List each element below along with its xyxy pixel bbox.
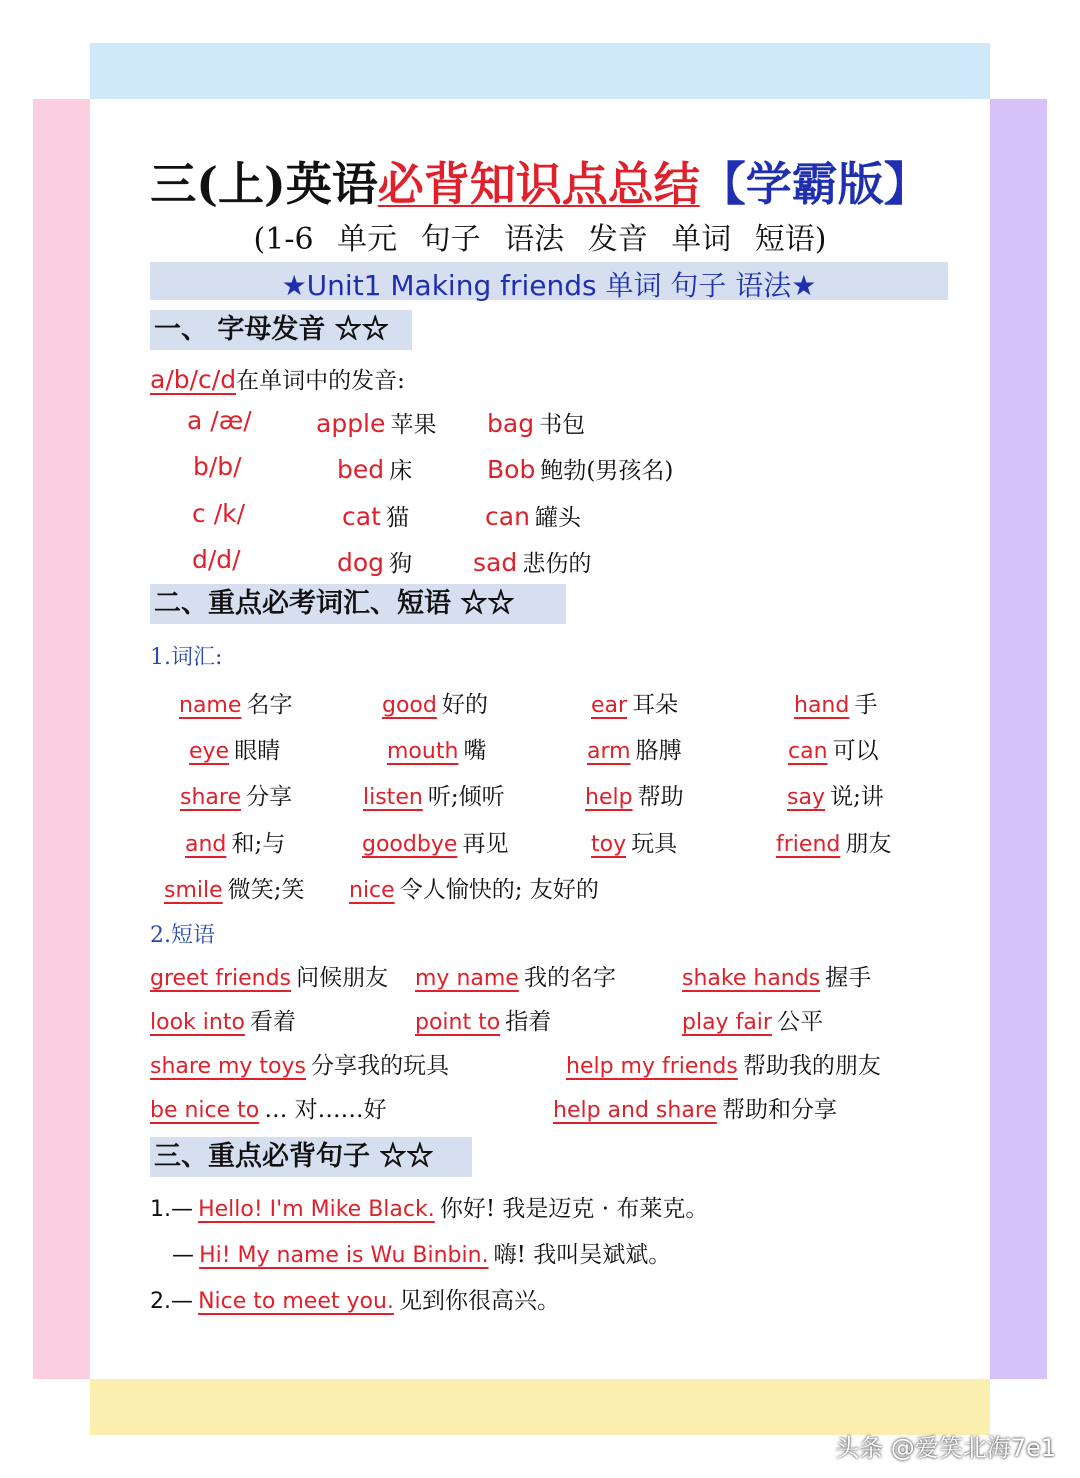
letter-sound: d/d/ xyxy=(192,545,241,574)
vocab-item: name 名字 xyxy=(179,692,293,718)
phrase-item: shake hands 握手 xyxy=(682,965,872,991)
phrase-item: point to 指着 xyxy=(415,1009,552,1035)
letter-sound: b/b/ xyxy=(193,452,242,481)
title-part-3: 【学霸版】 xyxy=(699,157,930,211)
vocab-item: ear 耳朵 xyxy=(591,692,679,718)
letter-sound: a /æ/ xyxy=(187,406,252,435)
bottom-color-band xyxy=(90,1379,990,1435)
example-word: bed 床 xyxy=(337,455,413,484)
phrase-item: help my friends 帮助我的朋友 xyxy=(566,1053,881,1079)
top-color-band xyxy=(90,43,990,99)
phrase-label: 2.短语 xyxy=(150,923,215,948)
letter-sound: c /k/ xyxy=(192,499,246,528)
vocab-item: friend 朋友 xyxy=(776,831,892,857)
example-word: can 罐头 xyxy=(485,502,582,531)
vocab-label: 1.词汇: xyxy=(150,645,223,670)
example-word: cat 猫 xyxy=(342,502,409,531)
vocab-item: help 帮助 xyxy=(585,784,684,810)
vocab-item: share 分享 xyxy=(180,784,293,810)
vocab-item: toy 玩具 xyxy=(591,831,678,857)
phrase-item: greet friends 问候朋友 xyxy=(150,965,389,991)
watermark: 头条 @爱笑北海7e1 xyxy=(835,1434,1056,1462)
left-color-band xyxy=(33,99,90,1379)
section-heading-pronunciation: 一、 字母发音 ☆☆ xyxy=(150,310,412,350)
vocab-item: goodbye 再见 xyxy=(362,831,509,857)
phrase-item: play fair 公平 xyxy=(682,1009,824,1035)
example-word: dog 狗 xyxy=(337,548,413,577)
vocab-item: listen 听;倾听 xyxy=(363,784,505,810)
vocab-item: say 说;讲 xyxy=(787,784,884,810)
example-word: bag 书包 xyxy=(487,409,586,438)
sentence-line: 1.— Hello! I'm Mike Black. 你好! 我是迈克 · 布莱克。 xyxy=(150,1196,709,1222)
vocab-item: hand 手 xyxy=(794,692,878,718)
example-word: sad 悲伤的 xyxy=(473,548,592,577)
phrase-item: help and share 帮助和分享 xyxy=(553,1097,838,1123)
example-word: Bob 鲍勃(男孩名) xyxy=(487,455,674,484)
sentence-line: — Hi! My name is Wu Binbin. 嗨! 我叫吴斌斌。 xyxy=(172,1242,672,1268)
example-word: apple 苹果 xyxy=(316,409,437,438)
page-title xyxy=(0,148,1080,214)
vocab-item: and 和;与 xyxy=(185,831,286,857)
title-part-2: 必背知识点总结 xyxy=(377,157,700,211)
intro-letters: a/b/c/d xyxy=(150,365,237,394)
vocab-item: smile 微笑;笑 xyxy=(164,877,305,903)
right-color-band xyxy=(990,99,1047,1379)
section-heading-vocabulary: 二、重点必考词汇、短语 ☆☆ xyxy=(150,584,566,624)
sentence-line: 2.— Nice to meet you. 见到你很高兴。 xyxy=(150,1288,560,1314)
vocab-item: eye 眼睛 xyxy=(189,738,281,764)
vocab-item: good 好的 xyxy=(382,692,488,718)
vocab-item: can 可以 xyxy=(788,738,879,764)
phrase-item: my name 我的名字 xyxy=(415,965,616,991)
intro-text: 在单词中的发音: xyxy=(236,368,405,394)
phrase-item: look into 看着 xyxy=(150,1009,297,1035)
vocab-item: arm 胳膊 xyxy=(587,738,682,764)
vocab-item: mouth 嘴 xyxy=(387,738,487,764)
pronunciation-intro xyxy=(150,362,405,395)
phrase-item: be nice to … 对……好 xyxy=(150,1097,387,1123)
unit-banner-text: ★Unit1 Making friends 单词 句子 语法★ xyxy=(281,269,817,302)
page-subtitle: (1-6 单元 句子 语法 发音 单词 短语) xyxy=(253,222,827,257)
vocab-item: nice 令人愉快的; 友好的 xyxy=(349,877,599,903)
section-heading-sentences: 三、重点必背句子 ☆☆ xyxy=(150,1137,472,1177)
phrase-item: share my toys 分享我的玩具 xyxy=(150,1053,450,1079)
title-part-1: 三(上)英语 xyxy=(150,157,378,211)
